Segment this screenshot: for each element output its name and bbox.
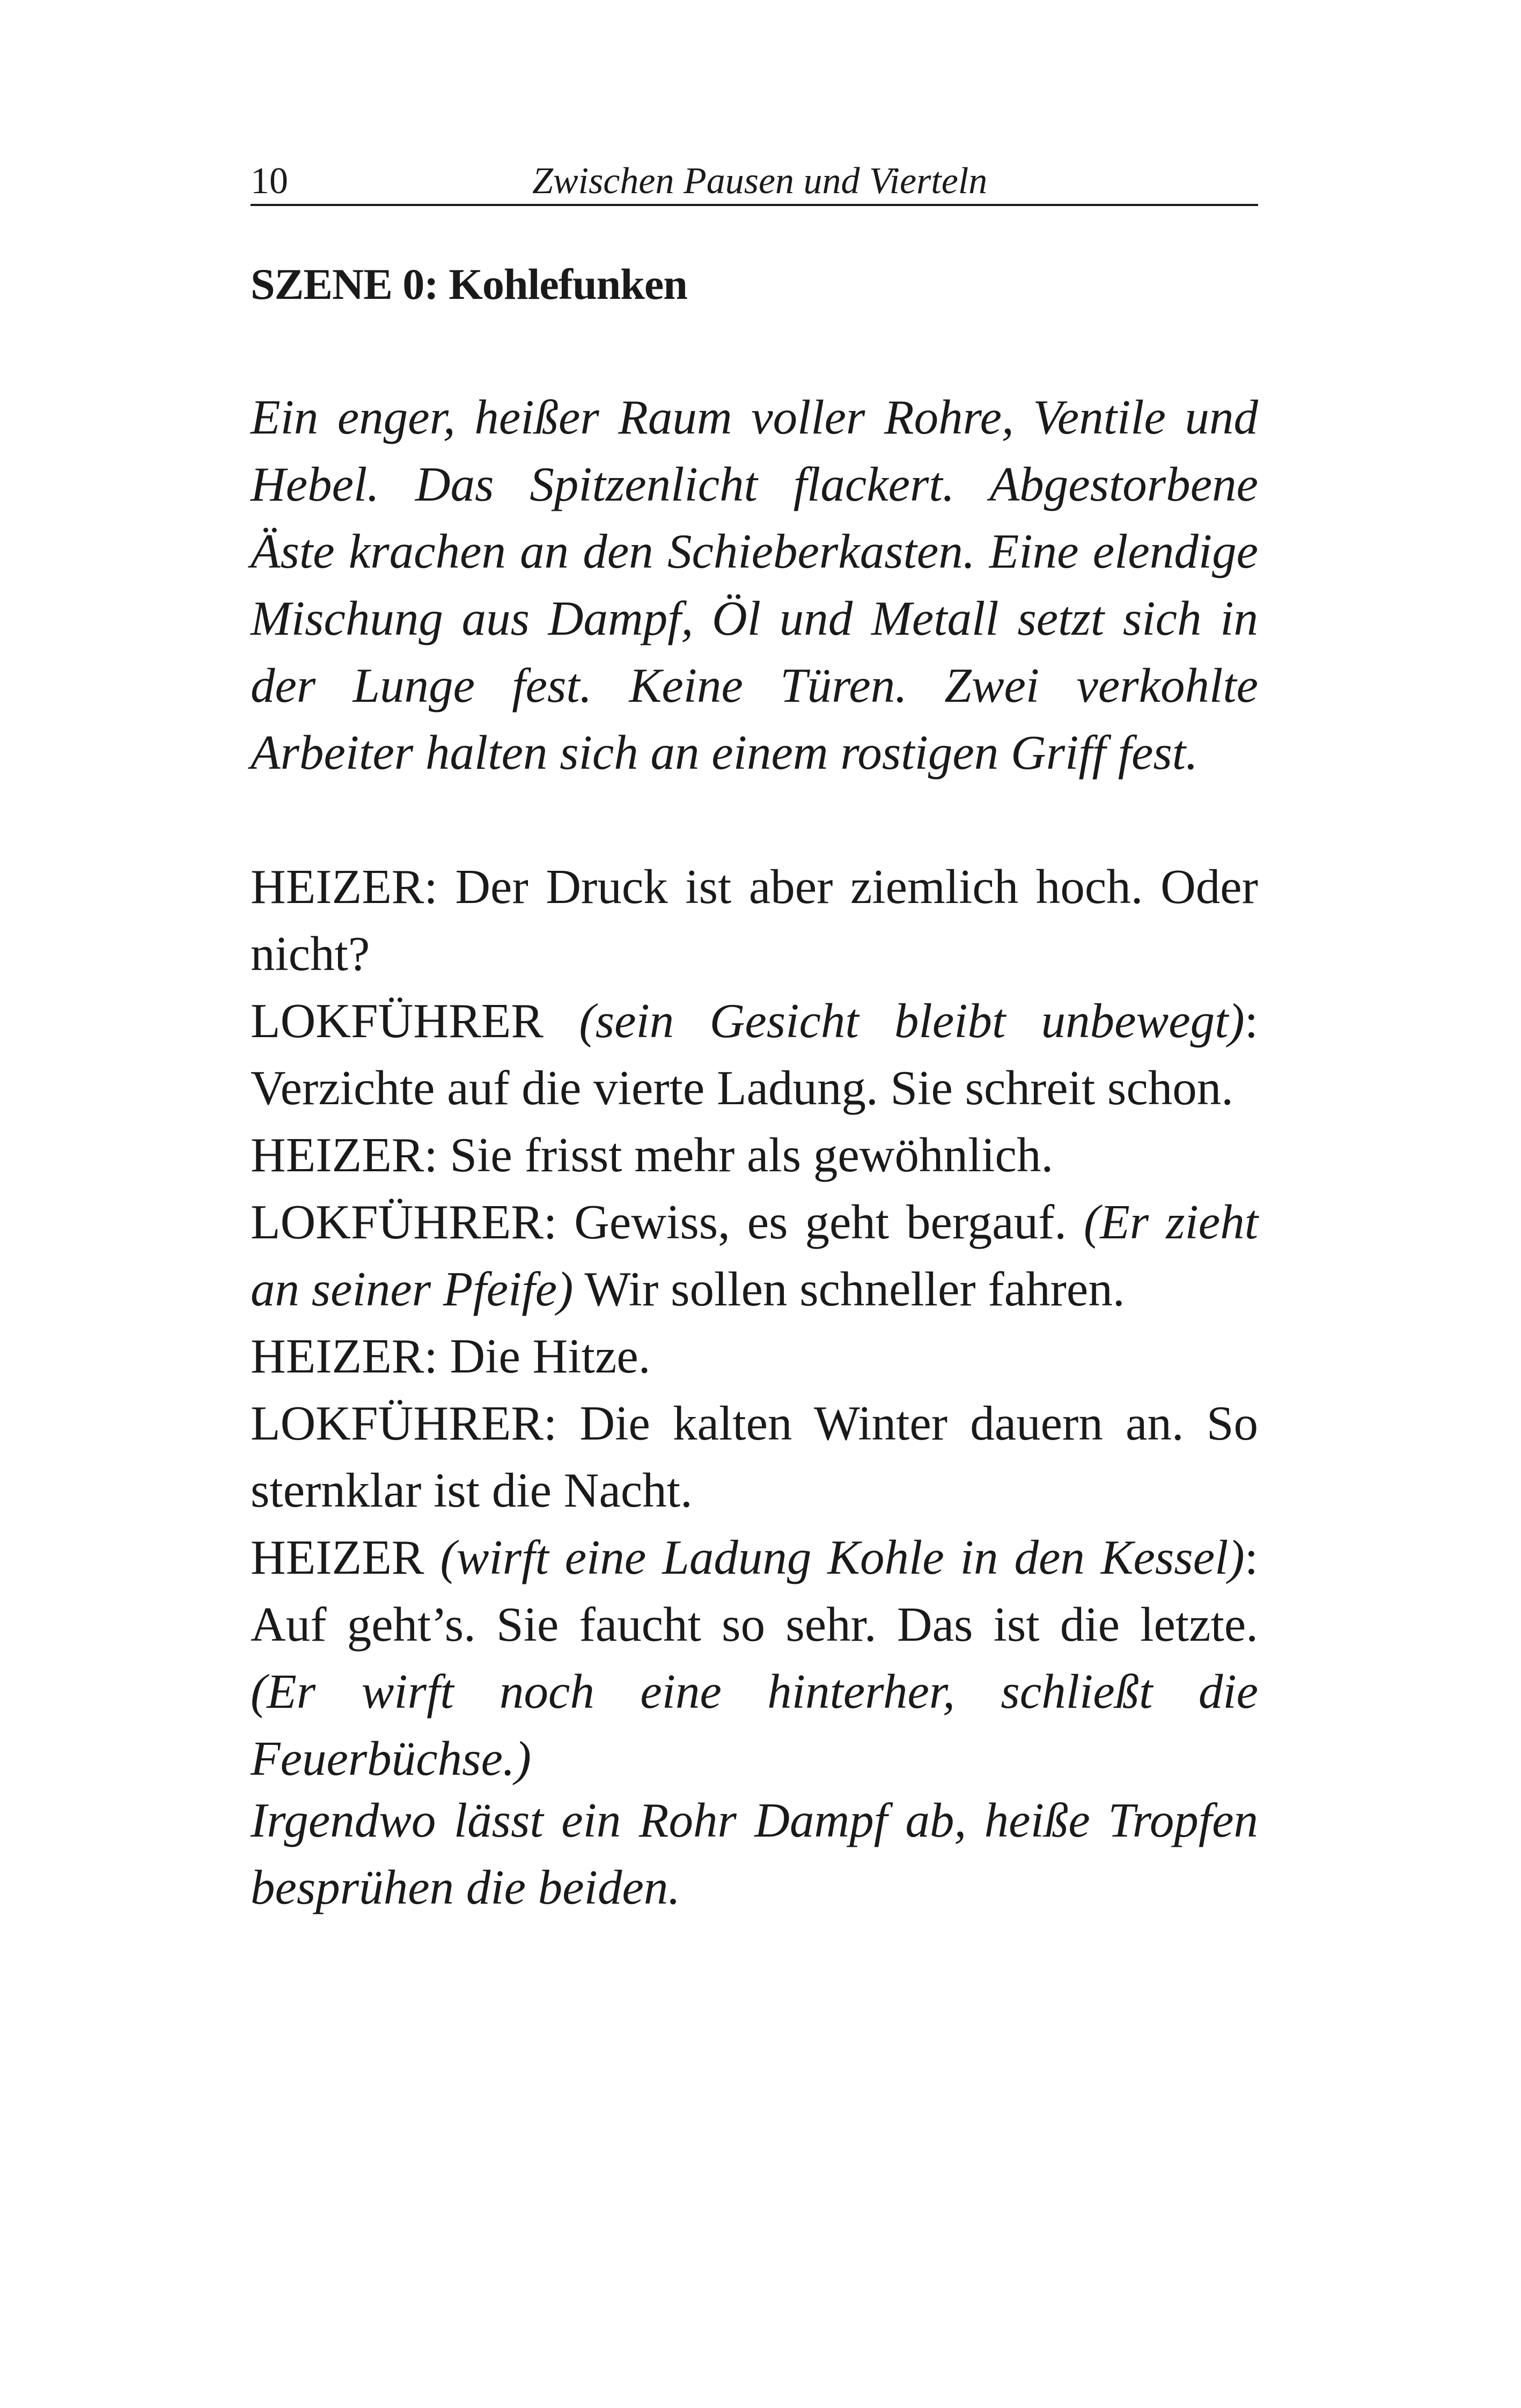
dialogue-line: HEIZER: Der Druck ist aber ziemlich hoch. Oder nicht? [251,860,1258,981]
dialogue-line: LOKFÜHRER: Gewiss, es geht bergauf. (Er zieht an seiner Pfeife) Wir sollen schneller fahren. [251,1195,1258,1316]
running-title: Zwischen Pausen und Vierteln [532,160,988,202]
spoken-text: Der Druck ist aber ziemlich hoch. Oder nicht? [251,860,1258,981]
spoken-text: Auf geht’s. Sie faucht so sehr. Das ist die letzte. [251,1597,1258,1651]
dialogue-line: HEIZER (wirft eine Ladung Kohle in den Kessel): Auf geht’s. Sie faucht so sehr. Das ist die letzte. (Er wirft noch eine hinterher, schließt die Feuerbüchse.) [251,1530,1258,1786]
spoken-text: Verzichte auf die vierte Ladung. Sie schreit schon. [251,1061,1233,1115]
speaker-name: LOKFÜHRER [251,1195,544,1249]
spoken-text: Die Hitze. [450,1329,651,1383]
inline-stage-direction: (wirft eine Ladung Kohle in den Kessel) [440,1530,1245,1584]
speaker-name: HEIZER [251,860,424,914]
speaker-name: HEIZER [251,1530,424,1584]
spoken-text: Gewiss, es geht bergauf. [574,1195,1067,1249]
spoken-text: Sie frisst mehr als gewöhnlich. [450,1128,1054,1182]
inline-stage-direction: (Er wirft noch eine hinterher, schließt die Feuerbüchse.) [251,1664,1258,1786]
dialogue-line: HEIZER: Sie frisst mehr als gewöhnlich. [251,1128,1054,1182]
speaker-name: LOKFÜHRER [251,994,544,1048]
spoken-text: Wir sollen schneller fahren. [584,1262,1125,1316]
running-header [251,161,1258,206]
spoken-text: Die kalten Winter dauern an. So sternklar ist die Nacht. [251,1396,1258,1517]
page-number: 10 [251,160,288,202]
opening-stage-direction: Ein enger, heißer Raum voller Rohre, Ventile und Hebel. Das Spitzenlicht flackert. Abgestorbene Äste krachen an den Schieberkasten. Eine elendige Mischung aus Dampf, Öl und Metall setzt sich in der Lunge fest. Keine Türen. Zwei verkohlte Arbeiter halten sich an einem rostigen Griff fest. [251,390,1258,780]
inline-stage-direction: (Er zieht an seiner Pfeife) [251,1195,1258,1316]
inline-stage-direction: (sein Gesicht bleibt unbewegt) [579,994,1245,1048]
speaker-name: HEIZER [251,1329,424,1383]
dialogue-line: LOKFÜHRER (sein Gesicht bleibt unbewegt): Verzichte auf die vierte Ladung. Sie schreit schon. [251,994,1258,1115]
speaker-name: LOKFÜHRER [251,1396,544,1450]
dialogue-line: HEIZER: Die Hitze. [251,1329,651,1383]
dialogue-block [251,853,1258,1792]
speaker-name: HEIZER [251,1128,424,1182]
closing-stage-direction: Irgendwo lässt ein Rohr Dampf ab, heiße Tropfen besprühen die beiden. [251,1793,1258,1914]
scene-heading: SZENE 0: Kohlefunken [251,260,687,309]
dialogue-line: LOKFÜHRER: Die kalten Winter dauern an. So sternklar ist die Nacht. [251,1396,1258,1517]
